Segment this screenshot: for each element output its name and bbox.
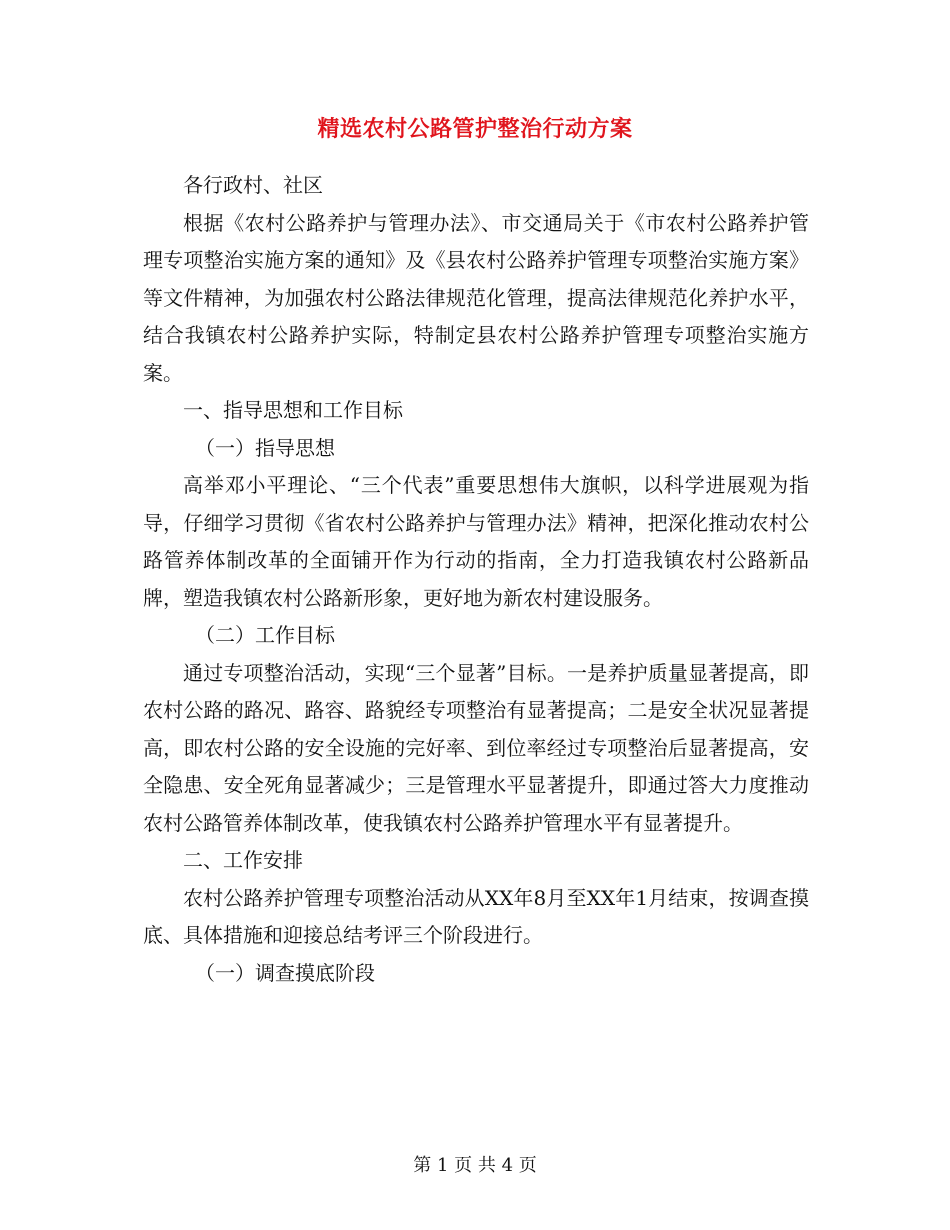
heading-subsection-survey-stage: （一）调查摸底阶段 xyxy=(195,960,375,985)
document-body xyxy=(143,167,809,992)
paragraph-intro: 根据《农村公路养护与管理办法》、市交通局关于《市农村公路养护管理专项整治实施方案的通知》及《县农村公路养护管理专项整治实施方案》等文件精神，为加强农村公路法律规范化管理，提高法律规范化养护水平，结合我镇农村公路养护实际，特制定县农村公路养护管理专项整治实施方案。 xyxy=(143,210,809,385)
heading-subsection-guiding-thought: （一）指导思想 xyxy=(195,435,335,460)
heading-section-1: 一、指导思想和工作目标 xyxy=(183,398,403,422)
paragraph-work-arrangement: 农村公路养护管理专项整治活动从XX年8月至XX年1月结束，按调查摸底、具体措施和迎接总结考评三个阶段进行。 xyxy=(143,885,809,947)
page-number-footer: 第 1 页 共 4 页 xyxy=(413,1155,537,1176)
paragraph-work-goals: 通过专项整治活动，实现“三个显著”目标。一是养护质量显著提高，即农村公路的路况、路容、路貌经专项整治有显著提高；二是安全状况显著提高，即农村公路的安全设施的完好率、到位率经过专项整治后显著提高，安全隐患、安全死角显著减少；三是管理水平显著提升，即通过答大力度推动农村公路管养体制改革，使我镇农村公路养护管理水平有显著提升。 xyxy=(143,660,809,835)
heading-section-2: 二、工作安排 xyxy=(183,848,303,872)
heading-subsection-work-goals: （二）工作目标 xyxy=(195,623,335,647)
document-title: 精选农村公路管护整治行动方案 xyxy=(317,116,633,142)
paragraph-guiding-thought: 高举邓小平理论、“三个代表”重要思想伟大旗帜，以科学进展观为指导，仔细学习贯彻《省农村公路养护与管理办法》精神，把深化推动农村公路管养体制改革的全面铺开作为行动的指南，全力打造我镇农村公路新品牌，塑造我镇农村公路新形象，更好地为新农村建设服务。 xyxy=(143,473,809,610)
paragraph-salutation: 各行政村、社区 xyxy=(183,173,323,197)
